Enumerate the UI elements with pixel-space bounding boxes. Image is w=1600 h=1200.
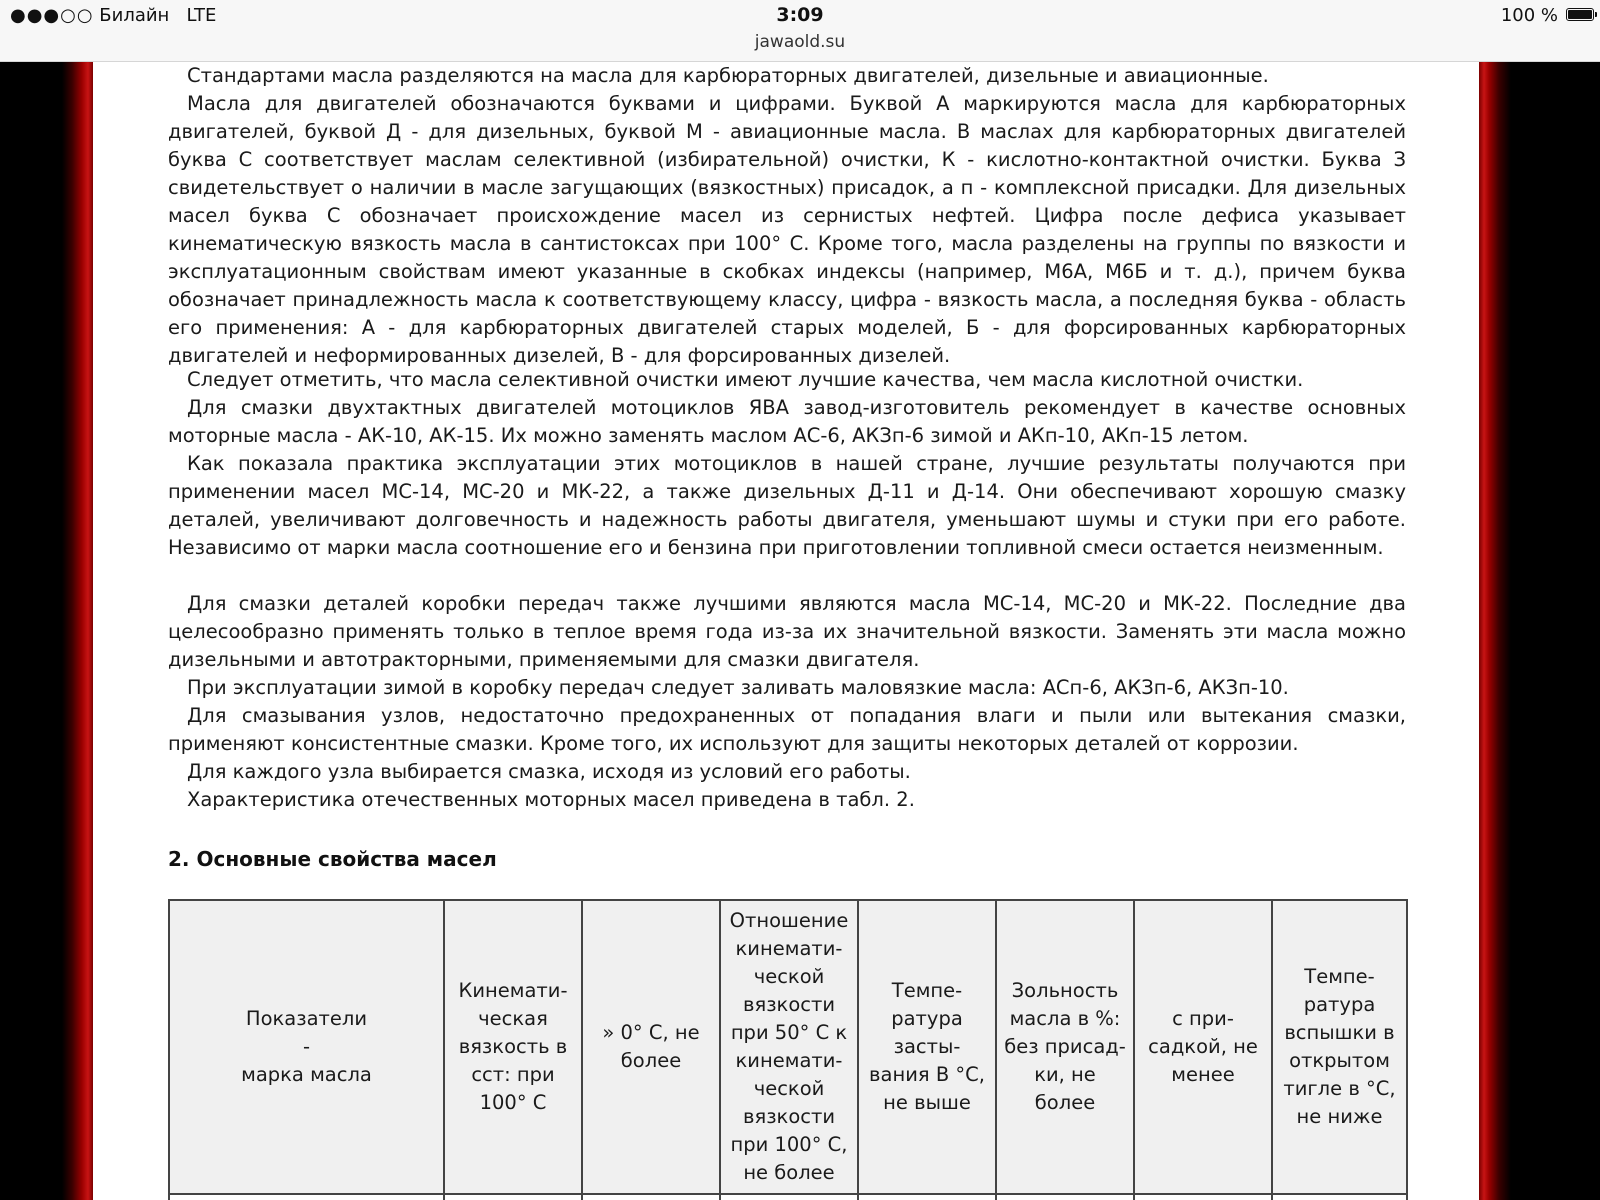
table-cell [582,1194,720,1200]
table-cell [444,1194,582,1200]
network-type: LTE [186,5,217,26]
page-frame-left [0,62,93,1200]
header-label: Темпе- ратура вспышки в открытом тигле в °С, не ниже [1283,965,1396,1128]
table-cell [858,1194,996,1200]
paragraph: Для смазки двухтактных двигателей мотоциклов ЯВА завод-изготовитель рекомендует в качестве основных моторные масла - АК-10, АК-15. Их можно заменять маслом АС-6, АКЗп-6 зимой и АКп-10, АКп-15 летом. [168,396,1406,447]
header-label: Кинемати- ческая вязкость в сст: при 100° С [458,979,568,1114]
battery-percent: 100 % [1500,5,1558,26]
header-cell [858,900,996,1194]
paragraph: Для смазки деталей коробки передач также лучшими являются масла МС-14, МС-20 и МК-22. Последние два целесообразно применять только в теплое время года из-за их значительной вязкости. Заменять эти масла можно дизельными и автотракторными, применяемыми для смазки двигателя. [168,592,1406,671]
header-label: Зольность масла в %: без присад- ки, не более [1004,979,1126,1114]
article-content [93,62,1479,1200]
header-cell [1272,900,1407,1194]
oil-properties-table [168,899,1408,1200]
paragraph: При эксплуатации зимой в коробку передач следует заливать маловязкие масла: АСп-6, АКЗп-6, АКЗп-10. [187,676,1289,699]
header-label: » 0° С, не более [602,1021,700,1072]
header-label: Отношение кинемати- ческой вязкости при 50° С к кинемати- ческой вязкости при 100° С, не более [729,909,849,1184]
table-cell [169,1194,444,1200]
header-cell [444,900,582,1194]
table-title: 2. Основные свойства масел [168,847,497,871]
header-cell [1134,900,1272,1194]
paragraph: Стандартами масла разделяются на масла для карбюраторных двигателей, дизельные и авиационные. [187,64,1269,87]
paragraph: Как показала практика эксплуатации этих мотоциклов в нашей стране, лучшие результаты получаются при применении масел МС-14, МС-20 и МК-22, а также дизельных Д-11 и Д-14. Они обеспечивают хорошую смазку деталей, увеличивают долговечность и надежность работы двигателя, уменьшают шумы и стуки при его работе. Независимо от марки масла соотношение его и бензина при приготовлении топливной смеси остается неизменным. [168,452,1406,559]
header-label: Показатели - марка масла [241,1007,372,1086]
signal-strength-icon: ●●●○○ [10,5,94,26]
page-frame-right [1479,62,1600,1200]
clock: 3:09 [776,4,824,26]
battery-icon [1566,8,1594,21]
header-cell [169,900,444,1194]
status-bar [0,0,1600,62]
address-bar[interactable]: jawaold.su [754,32,846,52]
table-header-row [169,900,1407,1194]
table-cell [996,1194,1134,1200]
paragraph: Масла для двигателей обозначаются буквами и цифрами. Буквой А маркируются масла для карбюраторных двигателей, буквой Д - для дизельных, буквой М - авиационные масла. В маслах для карбюраторных двигателей буква С соответствует маслам селективной (избирательной) очистки, К - кислотно-контактной очистки. Буква З свидетельствует о наличии в масле загущающих (вязкостных) присадок, а п - комплексной присадки. Для дизельных масел буква С обозначает происхождение масел из сернистых нефтей. Цифра после дефиса указывает кинематическую вязкость масла в сантистоксах при 100° С. Кроме того, масла разделены на группы по вязкости и эксплуатационным свойствам имеют указанные в скобках индексы (например, М6А, М6Б и т. д.), причем буква обозначает принадлежность масла к соответствующему классу, цифра - вязкость масла, а последняя буква - область его применения: А - для карбюраторных двигателей старых моделей, Б - для форсированных карбюраторных двигателей и неформированных дизелей, В - для форсированных дизелей. [168,92,1406,367]
paragraph: Следует отметить, что масла селективной очистки имеют лучшие качества, чем масла кислотной очистки. [187,368,1304,391]
paragraph: Характеристика отечественных моторных масел приведена в табл. 2. [187,788,915,811]
table-cell [1272,1194,1407,1200]
table-cell [1134,1194,1272,1200]
header-cell [720,900,858,1194]
paragraph: Для каждого узла выбирается смазка, исходя из условий его работы. [187,760,911,783]
header-label: Темпе- ратура засты- вания В °С, не выше [869,979,985,1114]
header-label: с при- садкой, не менее [1148,1007,1258,1086]
table-row [169,1194,1407,1200]
paragraph: Для смазывания узлов, недостаточно предохраненных от попадания влаги и пыли или вытекания смазки, применяют консистентные смазки. Кроме того, их используют для защиты некоторых деталей от коррозии. [168,704,1406,755]
table-cell [720,1194,858,1200]
header-cell [996,900,1134,1194]
carrier-name: Билайн [99,5,170,26]
header-cell [582,900,720,1194]
